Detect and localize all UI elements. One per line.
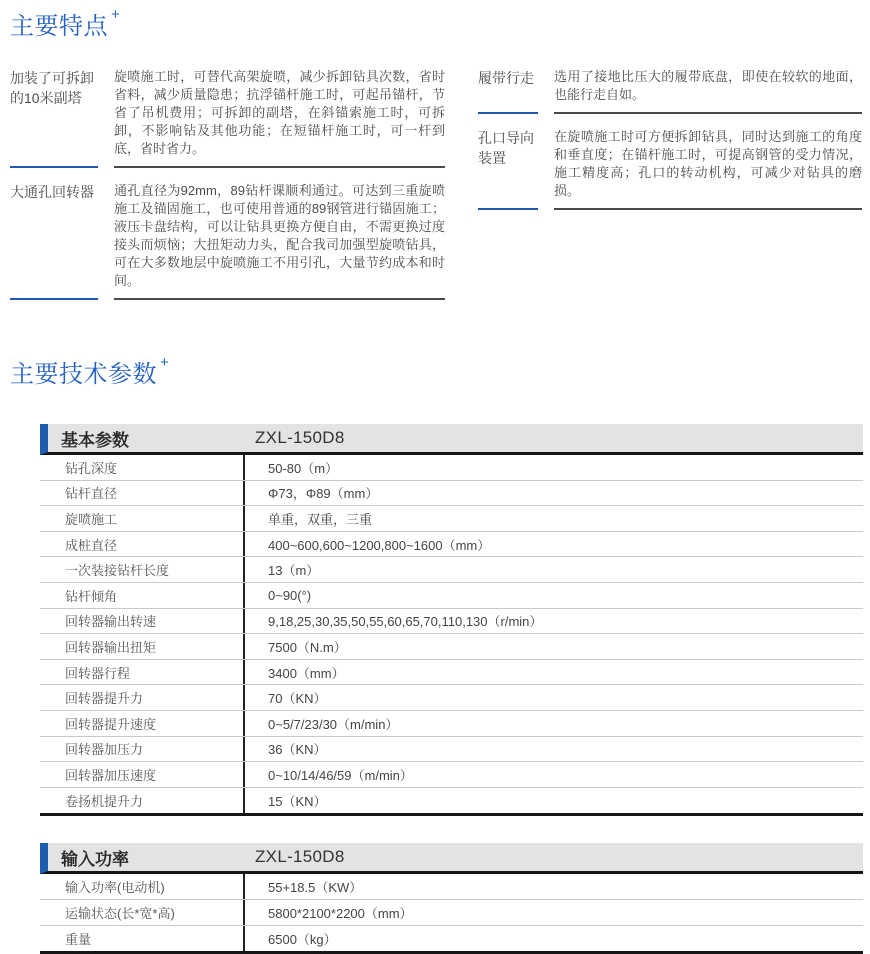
spec-label: 回转器提升速度 [65,716,157,732]
feature-item [478,68,862,114]
table-row [40,609,863,635]
table-body [40,455,863,816]
table-row [40,660,863,686]
table-row [40,455,863,481]
table-row [40,481,863,507]
spec-value: 7500（N.m） [243,634,863,659]
basic-params-table [40,424,863,816]
spec-value: 13（m） [243,557,863,582]
table-header-model: ZXL-150D8 [255,847,345,867]
spec-value: 6500（kg） [243,926,863,952]
spec-label: 输入功率(电动机) [65,880,165,896]
table-row [40,737,863,763]
specs-title-text: 主要技术参数 [10,361,157,388]
features-column-left [10,68,445,314]
feature-text: 旋喷施工时，可替代高架旋喷，减少拆卸钻具次数，省时省料，减少质量隐患；抗浮锚杆施工时，可起吊锚杆，节省了吊机费用；可拆卸的副塔，在斜锚索施工时，可拆卸，不影响钻及其他功能；在短锚杆施工时，可一杆到底，省时省力。 [114,68,445,168]
spec-value: 36（KN） [243,737,863,762]
spec-label: 运输状态(长*宽*高) [65,905,175,921]
table-row [40,874,863,900]
feature-label: 孔口导向装置 [478,128,538,210]
feature-text: 通孔直径为92mm，89钻杆课顺利通过。可达到三重旋喷施工及锚固施工，也可使用普通的89钢管进行锚固施工；液压卡盘结构，可以让钻具更换方便自由，不需更换过度接头而烦恼；大扭矩动力头，配合我司加强型旋喷钻具，可在大多数地层中旋喷施工不用引孔，大量节约成本和时间。 [114,182,445,300]
spec-value: 50-80（m） [243,455,863,480]
features-column-right [478,68,862,314]
spec-value: 15（KN） [243,788,863,814]
table-row [40,557,863,583]
features-section-title [10,6,870,42]
table-row [40,762,863,788]
spec-label: 钻杆直径 [65,486,118,502]
feature-item [10,68,445,168]
table-row [40,711,863,737]
plus-icon: + [160,354,170,371]
spec-value: 9,18,25,30,35,50,55,60,65,70,110,130（r/min） [243,609,863,634]
spec-value: 400~600,600~1200,800~1600（mm） [243,532,863,557]
specs-section-title [10,354,870,390]
spec-label: 回转器行程 [65,665,131,681]
input-power-table [40,843,863,954]
feature-item [478,128,862,210]
spec-label: 钻孔深度 [65,460,118,476]
table-header-model: ZXL-150D8 [255,428,345,447]
spec-label: 回转器输出扭矩 [65,639,157,655]
spec-value: 5800*2100*2200（mm） [243,900,863,925]
table-header-name: 输入功率 [61,849,129,869]
spec-label: 旋喷施工 [65,511,118,527]
spec-value: 0~10/14/46/59（m/min） [243,762,863,787]
spec-value: 0~90(°) [243,583,863,608]
table-row [40,900,863,926]
spec-label: 卷扬机提升力 [65,794,144,810]
table-row [40,583,863,609]
table-header-name: 基本参数 [61,430,129,450]
spec-value: 0~5/7/23/30（m/min） [243,711,863,736]
table-header [40,424,863,455]
features-title-text: 主要特点 [10,13,108,40]
spec-label: 钻杆倾角 [65,588,118,604]
spec-label: 回转器加压力 [65,742,144,758]
feature-label: 加装了可拆卸的10米副塔 [10,68,98,168]
feature-label: 履带行走 [478,68,538,114]
spec-label: 一次装接钻杆长度 [65,563,170,579]
table-row [40,506,863,532]
feature-label: 大通孔回转器 [10,182,98,300]
spec-value: 55+18.5（KW） [243,874,863,899]
features-grid [10,68,862,314]
feature-text: 在旋喷施工时可方便拆卸钻具，同时达到施工的角度和垂直度；在锚杆施工时，可提高钢管的受力情况，施工精度高；孔口的转动机构，可减少对钻具的磨损。 [554,128,862,210]
plus-icon: + [111,6,121,23]
table-row [40,926,863,952]
feature-item [10,182,445,300]
table-row [40,788,863,814]
table-body [40,874,863,954]
feature-text: 选用了接地比压大的履带底盘，即使在较软的地面，也能行走自如。 [554,68,862,114]
spec-value: Φ73，Φ89（mm） [243,481,863,506]
table-row [40,532,863,558]
spec-label: 回转器加压速度 [65,767,157,783]
table-row [40,634,863,660]
spec-label: 回转器输出转速 [65,614,157,630]
spec-value: 单重，双重，三重 [243,506,863,531]
table-row [40,685,863,711]
spec-label: 成桩直径 [65,537,118,553]
spec-value: 70（KN） [243,685,863,710]
table-header [40,843,863,874]
spec-value: 3400（mm） [243,660,863,685]
spec-label: 重量 [65,931,92,947]
spec-label: 回转器提升力 [65,691,144,707]
